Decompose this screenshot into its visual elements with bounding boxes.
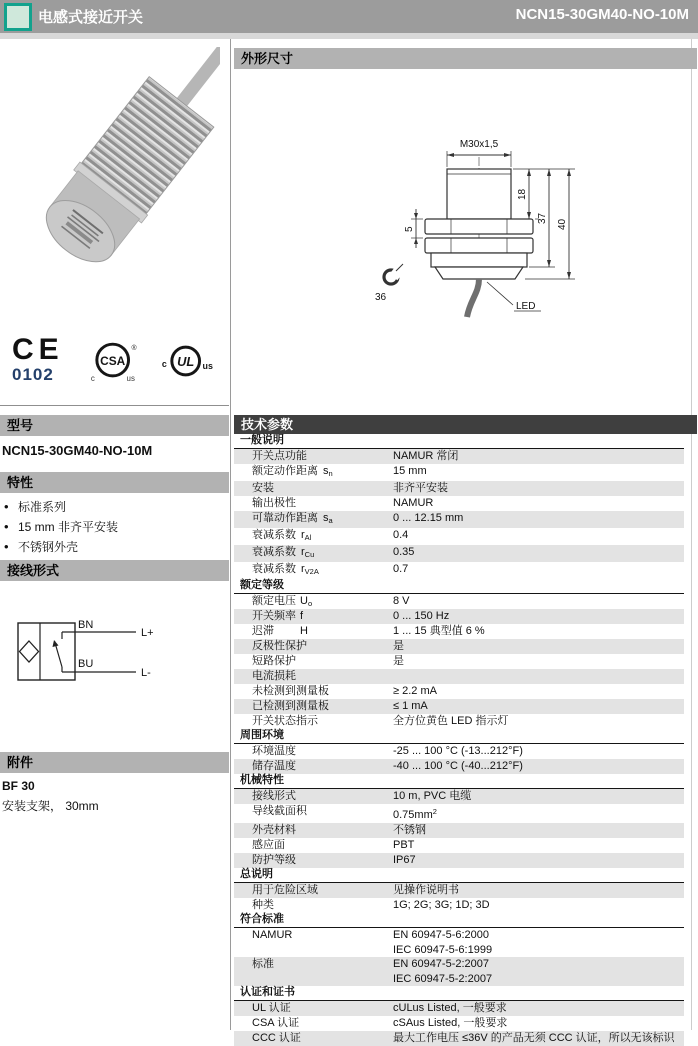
spec-row <box>234 957 684 986</box>
page-right-edge <box>691 39 692 1030</box>
spec-label: 防护等级 <box>252 854 296 866</box>
csa-registered: ® <box>131 345 137 353</box>
spec-label: CSA 认证 <box>252 1017 300 1029</box>
spec-label: 未检测到测量板 <box>252 685 329 697</box>
spec-label: 标准 <box>252 958 274 970</box>
spec-value: NAMUR <box>393 497 434 509</box>
lplus-label: L+ <box>141 627 154 639</box>
spec-value: cULus Listed, 一般要求 <box>393 1002 507 1014</box>
spec-label: 种类 <box>252 899 274 911</box>
right-column <box>234 39 690 1044</box>
left-column <box>0 39 231 1030</box>
left-divider-line <box>0 405 229 406</box>
accessory-description: 安装支架， 30mm <box>2 799 99 813</box>
spec-label: 环境温度 <box>252 745 296 757</box>
product-photo <box>10 47 220 329</box>
spec-row <box>234 699 684 714</box>
header-model-number: NCN15-30GM40-NO-10M <box>515 6 689 23</box>
ce-letters: CE <box>12 333 64 366</box>
spec-section-title: 周围环境 <box>234 729 684 744</box>
top-header-bar <box>0 0 698 33</box>
spec-value: 0.35 <box>393 546 415 558</box>
spec-row <box>234 928 684 957</box>
spec-value: -40 ... 100 °C (-40...212°F) <box>393 760 523 772</box>
dimension-drawing <box>329 117 629 342</box>
spec-row <box>234 898 684 913</box>
features-section-header: 特性 <box>0 472 229 493</box>
spec-row <box>234 804 684 823</box>
spec-label: 额定电压 $U_o$ <box>252 595 313 608</box>
feature-item: • 15 mm 非齐平安装 <box>2 519 118 535</box>
mounting-nut-2 <box>425 238 533 253</box>
spec-row <box>234 654 684 669</box>
spec-row <box>234 759 684 774</box>
spec-label: 开关频率 f <box>252 610 304 622</box>
spec-label: 开关点功能 <box>252 450 307 462</box>
spec-value: cSAus Listed, 一般要求 <box>393 1017 508 1029</box>
spec-section-title: 总说明 <box>234 868 684 883</box>
spec-row <box>234 789 684 804</box>
wrench-size-label: 36 <box>375 292 387 303</box>
spec-label: 反极性保护 <box>252 640 307 652</box>
spec-value: NAMUR 常闭 <box>393 450 459 462</box>
spec-row <box>234 464 684 481</box>
spec-row <box>234 609 684 624</box>
spec-row <box>234 449 684 464</box>
spec-section-title: 认证和证书 <box>234 986 684 1001</box>
sensor-barrel <box>447 169 511 219</box>
dim-18-label: 18 <box>517 188 528 200</box>
accessories-section-header: 附件 <box>0 752 229 773</box>
spec-row <box>234 823 684 838</box>
spec-value <box>393 928 684 957</box>
spec-value: 10 m, PVC 电缆 <box>393 790 472 802</box>
spec-value: 全方位黄色 LED 指示灯 <box>393 715 509 727</box>
spec-value: -25 ... 100 °C (-13...212°F) <box>393 745 523 757</box>
wiring-diagram <box>0 615 230 705</box>
spec-row <box>234 853 684 868</box>
spec-value: 1 ... 15 典型值 6 % <box>393 625 485 637</box>
spec-value-line: IEC 60947-5-6:1999 <box>393 943 493 956</box>
spec-row <box>234 684 684 699</box>
ul-us: us <box>202 360 213 371</box>
spec-row <box>234 624 684 639</box>
ul-c: c <box>161 358 167 369</box>
spec-value: 0.4 <box>393 529 409 541</box>
spec-label: 储存温度 <box>252 760 296 772</box>
spec-value: 非齐平安装 <box>393 482 448 494</box>
spec-row <box>234 545 684 562</box>
spec-value-line: EN 60947-5-2:2007 <box>393 958 490 970</box>
spec-value: 1G; 2G; 3G; 1D; 3D <box>393 899 490 911</box>
mounting-nut-1 <box>425 219 533 234</box>
spec-value: 15 mm <box>393 465 427 477</box>
spec-label: UL 认证 <box>252 1002 291 1014</box>
inductive-sensor-icon <box>20 641 39 662</box>
dim-40-label: 40 <box>557 218 568 230</box>
page-title: 电感式接近开关 <box>38 9 144 26</box>
model-section-header: 型号 <box>0 415 229 436</box>
spec-value: 最大工作电压 ≤36V 的产品无须 CCC 认证，所以无该标识 <box>393 1032 675 1044</box>
tech-table <box>234 434 684 1046</box>
spec-label: 感应面 <box>252 839 285 851</box>
spec-value: IP67 <box>393 854 416 866</box>
model-number: NCN15-30GM40-NO-10M <box>2 443 153 458</box>
dim-5-label: 5 <box>404 226 415 232</box>
spec-label: 导线截面积 <box>252 805 307 817</box>
spec-label: NAMUR <box>252 929 293 941</box>
ce-mark <box>12 335 83 385</box>
spec-row <box>234 639 684 654</box>
spec-row <box>234 1001 684 1016</box>
spec-value-line: IEC 60947-5-2:2007 <box>393 972 493 985</box>
spec-section-title: 一般说明 <box>234 434 684 449</box>
dim-37-label: 37 <box>537 212 548 224</box>
spec-row <box>234 744 684 759</box>
spec-value: 0 ... 12.15 mm <box>393 512 464 524</box>
spec-row <box>234 714 684 729</box>
spec-row <box>234 1031 684 1046</box>
connection-section-header: 接线形式 <box>0 560 229 581</box>
spec-row <box>234 511 684 528</box>
spec-label: 电流损耗 <box>252 670 296 682</box>
spec-value: 0 ... 150 Hz <box>393 610 450 622</box>
bn-label: BN <box>78 619 94 631</box>
spec-label: 衰减系数 $r_{Al}$ <box>252 529 312 542</box>
spec-row <box>234 594 684 609</box>
certification-logos <box>12 335 218 393</box>
feature-item: • 不锈钢外壳 <box>2 539 118 555</box>
sensor-body <box>32 47 220 277</box>
spec-row <box>234 1016 684 1031</box>
spec-row <box>234 669 684 684</box>
bu-label: BU <box>78 658 94 670</box>
spec-row <box>234 481 684 496</box>
spec-label: 可靠动作距离 $s_a$ <box>252 512 333 525</box>
spec-value: $0.75mm^2$ <box>393 807 437 821</box>
spec-value <box>393 669 684 684</box>
spec-value: ≥ 2.2 mA <box>393 685 437 697</box>
spec-value <box>393 957 684 986</box>
spec-section-title: 符合标准 <box>234 913 684 928</box>
features-list <box>2 499 118 559</box>
csa-text: CSA <box>100 353 126 368</box>
spec-label: CCC 认证 <box>252 1032 301 1044</box>
spec-label: 外壳材料 <box>252 824 296 836</box>
spec-value: 见操作说明书 <box>393 884 459 896</box>
spec-value: PBT <box>393 839 415 851</box>
csa-us: us <box>126 373 136 383</box>
spec-section-title: 额定等级 <box>234 579 684 594</box>
spec-label: 迟滞 H <box>252 625 308 637</box>
ul-text: UL <box>176 353 194 369</box>
thread-size-label: M30x1,5 <box>459 139 499 150</box>
spec-row <box>234 528 684 545</box>
ce-number: 0102 <box>12 365 54 384</box>
spec-label: 已检测到测量板 <box>252 700 329 712</box>
spec-section-title: 机械特性 <box>234 774 684 789</box>
spec-label: 用于危险区域 <box>252 884 318 896</box>
brand-square-icon <box>4 3 32 31</box>
spec-label: 接线形式 <box>252 790 296 802</box>
spec-value: 是 <box>393 640 404 652</box>
spec-row <box>234 883 684 898</box>
spec-label: 开关状态指示 <box>252 715 318 727</box>
spec-label: 输出极性 <box>252 497 296 509</box>
spec-label: 衰减系数 $r_{V2A}$ <box>252 563 319 576</box>
spec-value: 0.7 <box>393 563 409 575</box>
spec-label: 衰减系数 $r_{Cu}$ <box>252 546 315 559</box>
cable-outline <box>467 279 479 317</box>
feature-item: • 标准系列 <box>2 499 118 515</box>
cul-us-mark <box>155 335 218 393</box>
spec-label: 短路保护 <box>252 655 296 667</box>
spec-label: 安装 <box>252 482 274 494</box>
csa-c: c <box>91 373 96 383</box>
spec-label: 额定动作距离 $s_n$ <box>252 465 333 478</box>
accessory-name: BF 30 <box>2 779 35 793</box>
tech-section-header: 技术参数 <box>234 415 697 434</box>
wrench-icon <box>384 264 403 284</box>
spec-row <box>234 838 684 853</box>
csa-mark <box>83 335 144 393</box>
spec-value: 是 <box>393 655 404 667</box>
led-label: LED <box>516 301 536 312</box>
dimensions-section-header: 外形尺寸 <box>234 48 697 69</box>
spec-value-line: EN 60947-5-6:2000 <box>393 929 490 941</box>
spec-value: ≤ 1 mA <box>393 700 428 712</box>
spec-value: 8 V <box>393 595 410 607</box>
spec-row <box>234 562 684 579</box>
spec-value: 不锈钢 <box>393 824 426 836</box>
spec-row <box>234 496 684 511</box>
lminus-label: L- <box>141 667 151 679</box>
